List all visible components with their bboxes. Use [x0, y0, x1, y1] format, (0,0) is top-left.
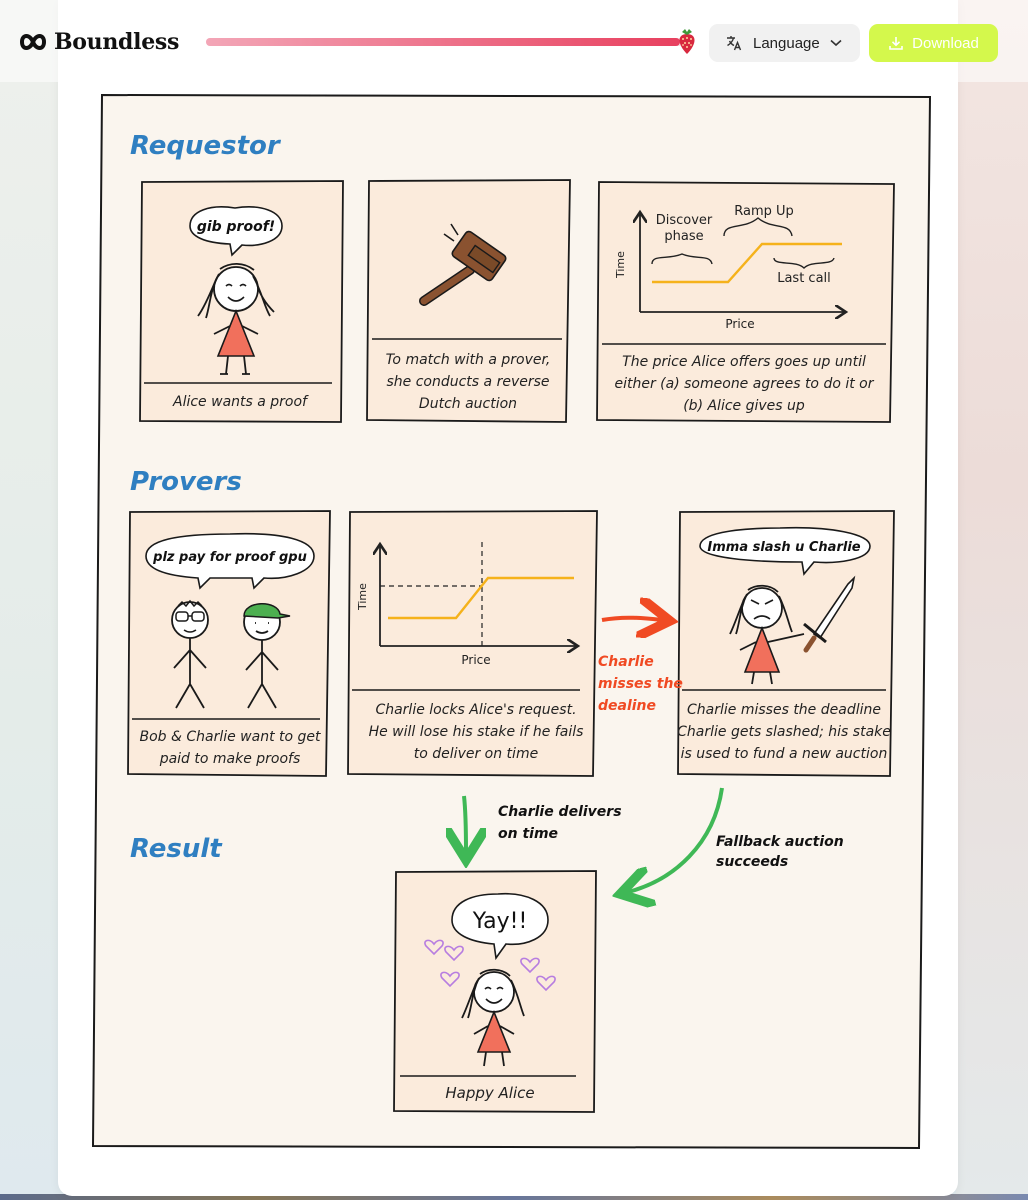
arrow-label-succeeds: succeeds [716, 854, 789, 870]
caption-charlie-locks-3: to deliver on time [413, 746, 539, 762]
reading-progress-bar [206, 38, 690, 46]
arrow-label-charlie-delivers: Charlie delivers [498, 804, 622, 820]
background-right-strip [956, 0, 1028, 1200]
arrow-label-fallback-auction: Fallback auction [716, 834, 844, 850]
caption-reverse-auction-1: To match with a prover, [385, 352, 551, 368]
brand-name: Boundless [54, 29, 180, 55]
axis-label-time: Time [356, 583, 369, 610]
translate-icon [725, 34, 743, 52]
download-button[interactable] [869, 24, 998, 62]
reading-progress-fill [206, 38, 680, 46]
brand-logo[interactable] [18, 28, 179, 56]
bubble-text-imma-slash: Imma slash u Charlie [707, 540, 861, 555]
caption-price-ramp-1: The price Alice offers goes up until [622, 354, 866, 370]
axis-label-price: Price [725, 317, 755, 331]
caption-happy-alice: Happy Alice [445, 1084, 535, 1102]
section-heading-result: Result [130, 834, 222, 864]
panel-alice-wants-proof [140, 181, 343, 422]
bubble-text-gib-proof: gib proof! [196, 219, 276, 235]
panel-charlie-slashed [677, 511, 894, 776]
section-heading-requestor: Requestor [130, 131, 280, 161]
caption-price-ramp-3: (b) Alice gives up [683, 398, 805, 414]
label-ramp-up: Ramp Up [734, 204, 794, 219]
arrow-label-charlie: Charlie [598, 654, 654, 670]
panel-price-ramp [597, 182, 894, 422]
label-phase: phase [664, 229, 704, 244]
label-last-call: Last call [777, 271, 831, 286]
panel-happy-alice [394, 871, 596, 1112]
section-heading-provers: Provers [130, 467, 242, 497]
download-icon [888, 35, 904, 51]
caption-bob-charlie-2: paid to make proofs [159, 751, 301, 767]
language-select[interactable] [709, 24, 860, 62]
language-label: Language [753, 34, 820, 52]
axis-label-time: Time [614, 251, 627, 278]
caption-charlie-locks-1: Charlie locks Alice's request. [375, 702, 577, 718]
panel-charlie-locks-request [348, 511, 597, 776]
label-discover: Discover [655, 213, 713, 228]
caption-reverse-auction-3: Dutch auction [418, 396, 518, 412]
bubble-text-plz-pay: plz pay for proof gpu [153, 550, 307, 565]
strawberry-icon[interactable] [674, 26, 700, 56]
top-bar [0, 0, 1028, 82]
caption-alice-wants-proof: Alice wants a proof [173, 394, 307, 410]
arrow-label-misses-the: misses the [598, 676, 683, 692]
caption-slashed-1: Charlie misses the deadline [687, 702, 881, 718]
bubble-text-yay: Yay!! [472, 909, 528, 934]
caption-reverse-auction-2: she conducts a reverse [386, 374, 550, 390]
axis-label-price: Price [461, 653, 491, 667]
panel-reverse-dutch-auction [367, 180, 570, 422]
chevron-down-icon [830, 39, 842, 47]
panel-bob-and-charlie [128, 511, 330, 776]
caption-bob-charlie-1: Bob & Charlie want to get [139, 729, 321, 745]
caption-price-ramp-2: either (a) someone agrees to do it or [614, 376, 874, 392]
download-label: Download [912, 34, 979, 52]
boundless-logo-icon [18, 28, 48, 56]
arrow-label-on-time: on time [498, 826, 559, 842]
arrow-label-dealine: dealine [598, 698, 657, 714]
caption-charlie-locks-2: He will lose his stake if he fails [368, 724, 584, 740]
boundless-auction-comic [92, 94, 932, 1150]
caption-slashed-2: Charlie gets slashed; his stake [677, 724, 891, 740]
caption-slashed-3: is used to fund a new auction [680, 746, 888, 762]
